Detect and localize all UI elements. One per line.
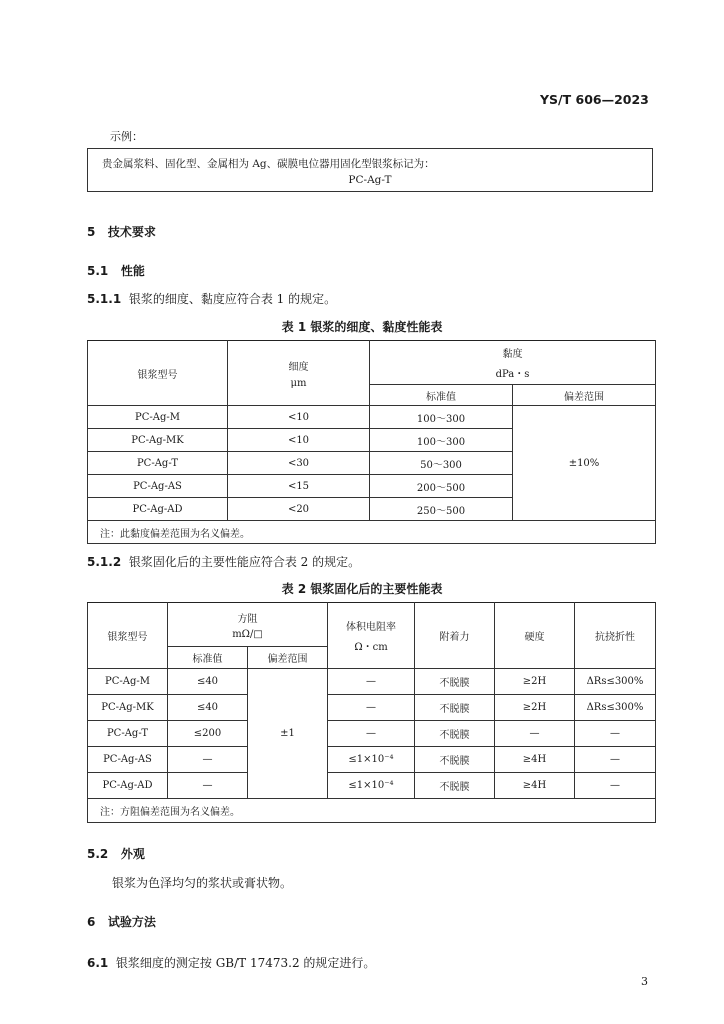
table-cell: <10 xyxy=(228,429,370,452)
table-2 xyxy=(87,602,656,823)
t1-header-model: 银浆型号 xyxy=(88,341,228,406)
example-line1: 贵金属浆料、固化型、金属相为 Ag、碳膜电位器用固化型银浆标记为： xyxy=(102,158,435,170)
clause-number: 5.1.1 xyxy=(87,292,122,306)
table-cell: ≤40 xyxy=(168,669,248,695)
table-cell: PC-Ag-T xyxy=(88,721,168,747)
table-cell: — xyxy=(168,747,248,773)
example-label: 示例： xyxy=(110,130,143,143)
section-5-1-heading xyxy=(87,262,145,279)
table-2-caption: 表 2 银浆固化后的主要性能表 xyxy=(281,582,443,596)
table-cell: <10 xyxy=(228,406,370,429)
section-title: 性能 xyxy=(120,264,145,278)
t2-header-sheet-resistance-unit: mΩ/□ xyxy=(232,628,263,640)
page-number: 3 xyxy=(641,975,648,988)
section-number: 5.1 xyxy=(87,264,109,278)
section-title: 外观 xyxy=(120,847,145,861)
t1-header-standard: 标准值 xyxy=(370,385,513,406)
t2-header-hardness: 硬度 xyxy=(495,603,575,669)
table-cell: — xyxy=(495,721,575,747)
table-cell: PC-Ag-T xyxy=(88,452,228,475)
table-cell: 不脱膜 xyxy=(415,747,495,773)
t1-header-fineness-unit: μm xyxy=(290,377,307,389)
table-cell: ≤1×10⁻⁴ xyxy=(328,747,415,773)
section-number: 5.2 xyxy=(87,847,109,861)
table-cell: PC-Ag-AD xyxy=(88,498,228,521)
table-cell: PC-Ag-AS xyxy=(88,475,228,498)
t2-header-standard: 标准值 xyxy=(168,647,248,669)
table-cell: 50～300 xyxy=(370,452,513,475)
clause-5-1-1 xyxy=(87,290,336,307)
t2-header-model: 银浆型号 xyxy=(88,603,168,669)
table-cell: PC-Ag-M xyxy=(88,406,228,429)
section-5-2-heading xyxy=(87,845,145,862)
t1-header-viscosity-label: 黏度 xyxy=(502,349,523,360)
table-cell: — xyxy=(328,695,415,721)
t2-header-volume-resistivity xyxy=(328,603,415,669)
table-cell: — xyxy=(328,669,415,695)
t1-note: 注：此黏度偏差范围为名义偏差。 xyxy=(88,521,656,544)
t2-header-volume-resistivity-unit: Ω・cm xyxy=(354,642,388,653)
table-cell: 不脱膜 xyxy=(415,695,495,721)
table-cell: PC-Ag-AS xyxy=(88,747,168,773)
table-cell: PC-Ag-AD xyxy=(88,773,168,799)
clause-text: 银浆细度的测定按 GB/T 17473.2 的规定进行。 xyxy=(115,956,376,970)
table-cell: ≥4H xyxy=(495,773,575,799)
table-cell: PC-Ag-MK xyxy=(88,695,168,721)
t2-header-tolerance: 偏差范围 xyxy=(248,647,328,669)
t1-header-viscosity xyxy=(370,341,656,385)
table-cell: — xyxy=(168,773,248,799)
clause-5-1-2 xyxy=(87,553,360,570)
table-cell: PC-Ag-M xyxy=(88,669,168,695)
table-cell: ≥2H xyxy=(495,669,575,695)
table-cell: — xyxy=(575,773,656,799)
t2-tolerance-value: ±1 xyxy=(248,669,328,799)
clause-6-1 xyxy=(87,954,375,971)
clause-number: 5.1.2 xyxy=(87,555,122,569)
table-cell: ≤1×10⁻⁴ xyxy=(328,773,415,799)
example-line2: PC-Ag-T xyxy=(348,174,392,186)
t2-note: 注：方阻偏差范围为名义偏差。 xyxy=(88,799,656,823)
table-cell: 不脱膜 xyxy=(415,773,495,799)
section-number: 5 xyxy=(87,225,96,239)
t1-header-fineness xyxy=(228,341,370,406)
table-cell: 250～500 xyxy=(370,498,513,521)
table-cell: PC-Ag-MK xyxy=(88,429,228,452)
table-cell: ΔRs≤300% xyxy=(575,669,656,695)
table-1-caption: 表 1 银浆的细度、黏度性能表 xyxy=(281,320,443,334)
standard-code: YS/T 606—2023 xyxy=(540,92,649,107)
table-cell: — xyxy=(328,721,415,747)
clause-text: 银浆固化后的主要性能应符合表 2 的规定。 xyxy=(128,555,361,569)
t2-header-adhesion: 附着力 xyxy=(415,603,495,669)
table-cell: <30 xyxy=(228,452,370,475)
table-cell: 100～300 xyxy=(370,429,513,452)
clause-number: 6.1 xyxy=(87,956,109,970)
table-cell: ≤200 xyxy=(168,721,248,747)
table-1 xyxy=(87,340,656,544)
t2-header-sheet-resistance-label: 方阻 xyxy=(237,613,258,625)
table-cell: ≤40 xyxy=(168,695,248,721)
t2-header-volume-resistivity-label: 体积电阻率 xyxy=(346,622,396,633)
table-cell: <15 xyxy=(228,475,370,498)
t2-header-flex: 抗挠折性 xyxy=(575,603,656,669)
t1-header-viscosity-unit: dPa・s xyxy=(495,369,530,380)
clause-text: 银浆的细度、黏度应符合表 1 的规定。 xyxy=(128,292,337,306)
t1-header-tolerance: 偏差范围 xyxy=(513,385,656,406)
section-6-heading xyxy=(87,913,156,930)
table-cell: — xyxy=(575,747,656,773)
t2-header-sheet-resistance xyxy=(168,603,328,647)
section-title: 试验方法 xyxy=(107,915,156,929)
table-cell: ≥4H xyxy=(495,747,575,773)
table-cell: ΔRs≤300% xyxy=(575,695,656,721)
section-5-2-text: 银浆为色泽均匀的浆状或膏状物。 xyxy=(112,876,293,890)
table-cell: 200～500 xyxy=(370,475,513,498)
example-box xyxy=(87,148,653,192)
table-cell: — xyxy=(575,721,656,747)
section-5-heading xyxy=(87,223,156,240)
table-cell: ≥2H xyxy=(495,695,575,721)
t1-tolerance-value: ±10% xyxy=(513,406,656,521)
section-title: 技术要求 xyxy=(107,225,156,239)
table-cell: <20 xyxy=(228,498,370,521)
table-cell: 100～300 xyxy=(370,406,513,429)
table-cell: 不脱膜 xyxy=(415,669,495,695)
t1-header-fineness-label: 细度 xyxy=(288,361,309,373)
section-number: 6 xyxy=(87,915,96,929)
table-cell: 不脱膜 xyxy=(415,721,495,747)
